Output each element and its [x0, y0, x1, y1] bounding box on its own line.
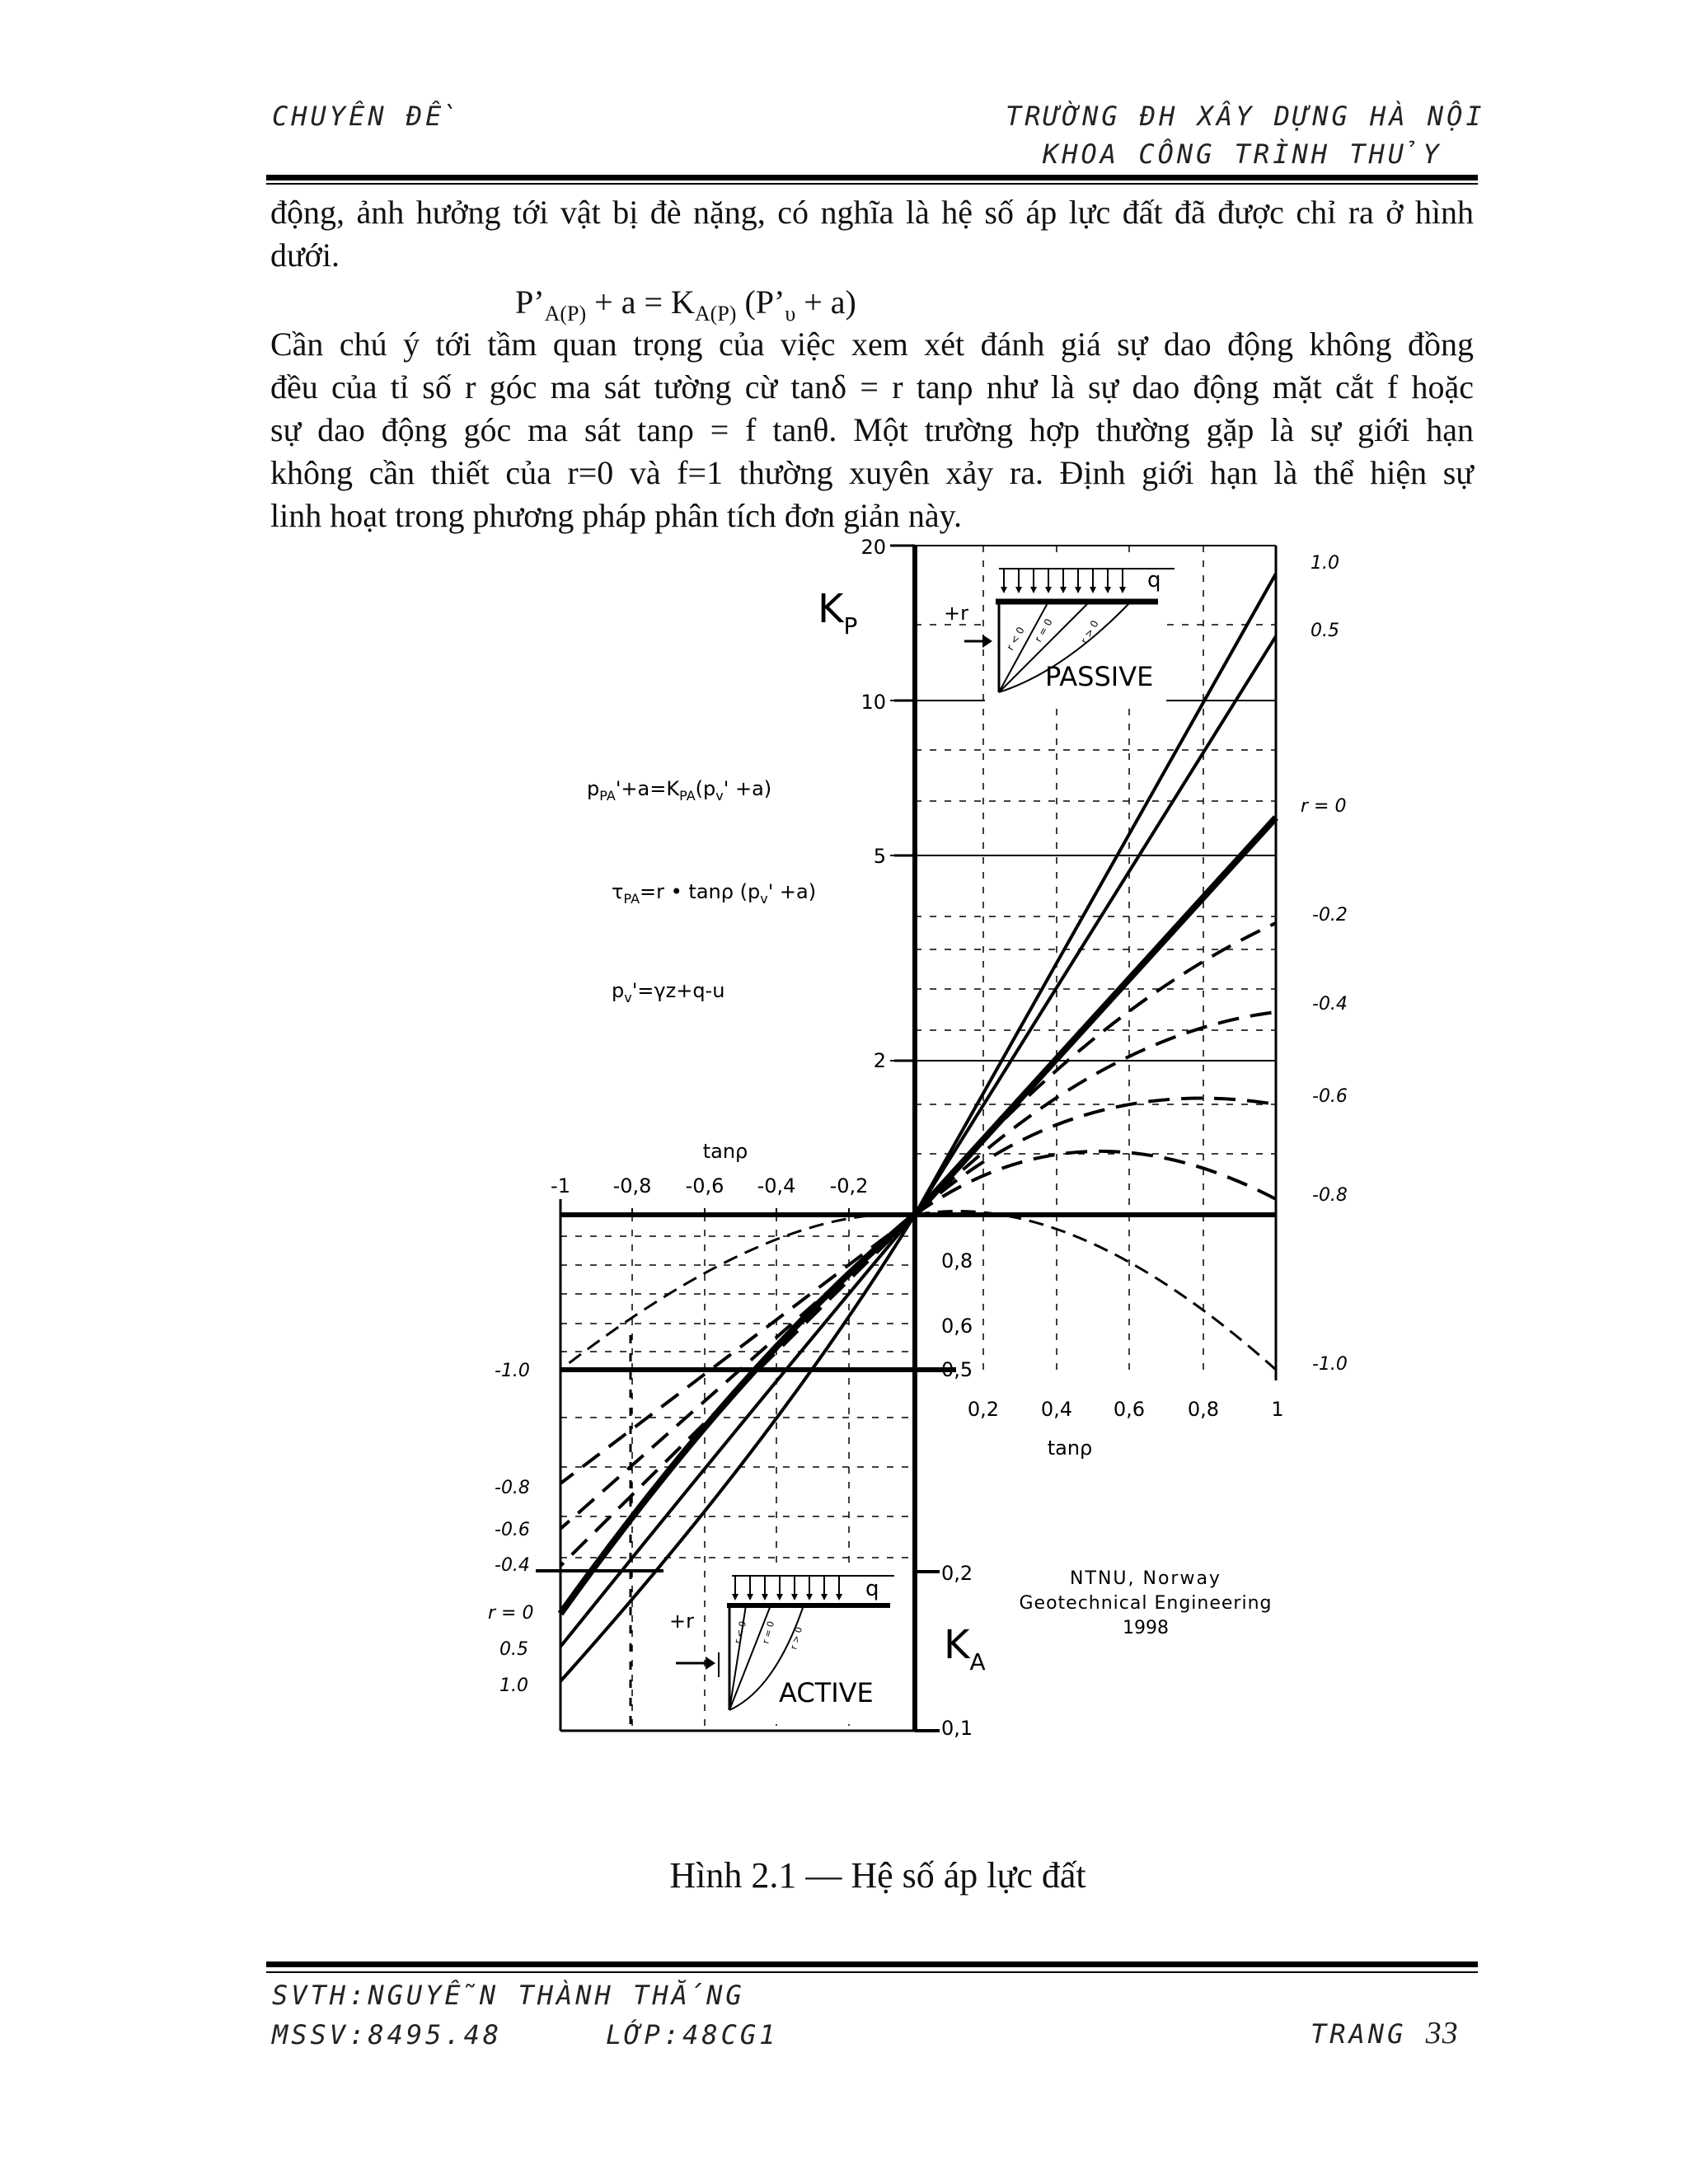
r-label-right: -1.0 — [1312, 1354, 1348, 1375]
figure-credit: Geotechnical Engineering — [1019, 1593, 1273, 1614]
ka-tick: 0,5 — [941, 1358, 973, 1381]
kp-tick: 10 — [860, 691, 886, 714]
header-left: CHUYÊN ĐỀ — [272, 101, 461, 132]
inset-r-annotation: r > 0 — [788, 1625, 805, 1651]
top-x-tick: -0,6 — [685, 1174, 724, 1197]
ka-tick: 0,8 — [941, 1249, 973, 1272]
top-x-tick: -0,2 — [829, 1174, 869, 1197]
inset-r-annotation: r < 0 — [1004, 625, 1027, 653]
curve-active-r-neg-1-0 — [560, 1214, 915, 1370]
r-label-left: -0.6 — [495, 1520, 530, 1540]
figure-credit: NTNU, Norway — [1070, 1568, 1221, 1589]
figure-curves — [560, 574, 1276, 1681]
r-label-left: 0.5 — [499, 1639, 528, 1660]
ka-tick: 0,1 — [941, 1717, 973, 1740]
footer-class: LỚP:48CG1 — [606, 2019, 779, 2050]
r-label-right: 1.0 — [1311, 553, 1339, 574]
r-label-left: -0.4 — [495, 1555, 530, 1576]
paragraph-line: động, ảnh hưởng tới vật bị đè nặng, có nghĩa là hệ số áp lực đất đã được chỉ ra ở hình — [270, 194, 1474, 231]
r-label-right: r = 0 — [1301, 796, 1347, 817]
equation-pressure: $p_{PA}'+a=K_{PA}(p_v' +a)$ — [587, 777, 772, 804]
bottom-x-tick: 0,8 — [1187, 1398, 1220, 1421]
ka-tick: 0,6 — [941, 1315, 973, 1338]
formula: $P’_{A(P)} + a = K_{A(P)}$ $(P’_\upsilon + a)$ — [515, 284, 856, 326]
figure-insets — [669, 554, 1175, 1724]
r-label-right: 0.5 — [1311, 621, 1339, 641]
inset-r-label: +r — [669, 1610, 694, 1633]
figure-labels — [488, 536, 1348, 1740]
equation-vertical: $p_v'=\gamma z+q-u$ — [612, 979, 725, 1005]
passive-label: PASSIVE — [1045, 661, 1154, 692]
kp-tick: 5 — [873, 845, 886, 868]
figure-grid — [560, 546, 1276, 1731]
paragraph-line: Cần chú ý tới tầm quan trọng của việc xem xét đánh giá sự dao động không đồng — [270, 326, 1474, 363]
top-x-tick: -0,4 — [757, 1174, 796, 1197]
top-x-tick: -0,8 — [612, 1174, 652, 1197]
kp-axis-label: $K_P$ — [818, 586, 858, 640]
r-label-left: -1.0 — [495, 1361, 530, 1381]
inset-q-label: q — [865, 1577, 879, 1601]
paragraph-line: dưới. — [270, 237, 340, 274]
page-number: 33 — [1425, 2016, 1459, 2050]
inset-r-annotation: r < 0 — [732, 1619, 749, 1645]
curve-active-r-neg-0-8 — [560, 1215, 915, 1483]
bottom-x-tick: 0,2 — [967, 1398, 1000, 1421]
bottom-x-tick: 0,6 — [1113, 1398, 1146, 1421]
paragraph-line: sự dao động góc ma sát tanρ = f tanθ. Một trường hợp thường gặp là sự giới hạn — [270, 411, 1474, 448]
bottom-x-tick: 1 — [1271, 1398, 1284, 1421]
paragraph-line: không cần thiết của r=0 và f=1 thường xuyên xảy ra. Định giới hạn là thể hiện sự — [270, 454, 1474, 491]
r-label-left: r = 0 — [488, 1603, 534, 1624]
top-x-tick: -1 — [551, 1174, 570, 1197]
footer-rule — [266, 1961, 1478, 1967]
curve-r-0-5 — [915, 636, 1276, 1215]
ka-tick: 0,2 — [941, 1562, 973, 1585]
bottom-x-axis-label: tanρ — [1047, 1436, 1093, 1460]
r-label-right: -0.4 — [1312, 994, 1348, 1015]
inset-r-annotation: r = 0 — [760, 1619, 777, 1645]
r-label-left: -0.8 — [495, 1478, 530, 1498]
header-right-line2: KHOA CÔNG TRÌNH THỦY — [1043, 138, 1442, 170]
curve-r-neg-1-0 — [915, 1211, 1276, 1370]
r-label-right: -0.2 — [1312, 905, 1348, 926]
r-label-right: -0.8 — [1312, 1185, 1348, 1206]
inset-r-annotation: r > 0 — [1078, 618, 1101, 646]
figure-frame — [536, 546, 1276, 1731]
figure-caption: Hình 2.1 — Hệ số áp lực đất — [669, 1855, 1086, 1896]
kp-tick: 2 — [873, 1049, 886, 1072]
footer-student: SVTH:NGUYỄN THÀNH THẮNG — [272, 1980, 745, 2011]
ka-axis-label: $K_A$ — [944, 1622, 986, 1675]
curve-active-r-0 — [560, 1215, 915, 1614]
page-label: TRANG — [1311, 2018, 1407, 2050]
bottom-x-tick: 0,4 — [1040, 1398, 1073, 1421]
inset-r-label: +r — [944, 602, 968, 625]
curve-r-neg-0-8 — [915, 1151, 1276, 1215]
inset-r-annotation: r = 0 — [1032, 616, 1055, 644]
header-right-line1: TRƯỜNG ĐH XÂY DỰNG HÀ NỘI — [1006, 101, 1485, 132]
inset-q-label: q — [1147, 568, 1161, 593]
top-x-axis-label: tanρ — [702, 1140, 748, 1163]
r-label-left: 1.0 — [499, 1675, 528, 1696]
paragraph-line: linh hoạt trong phương pháp phân tích đơn giản này. — [270, 497, 963, 534]
footer-rule-thin — [266, 1971, 1478, 1973]
r-label-right: -0.6 — [1312, 1086, 1348, 1107]
kp-tick: 20 — [860, 536, 886, 559]
equation-shear: $\tau_{PA}=r$ • tanρ $(p_v' +a)$ — [612, 880, 817, 907]
paragraph-line: đều của tỉ số r góc ma sát tường cừ tanδ = r tanρ như là sự dao động mặt cắt f hoặc — [270, 368, 1474, 405]
footer-mssv: MSSV:8495.48 — [272, 2019, 503, 2050]
footer-page — [1311, 2015, 1459, 2051]
figure-credit: 1998 — [1123, 1618, 1169, 1638]
active-label: ACTIVE — [779, 1677, 874, 1708]
